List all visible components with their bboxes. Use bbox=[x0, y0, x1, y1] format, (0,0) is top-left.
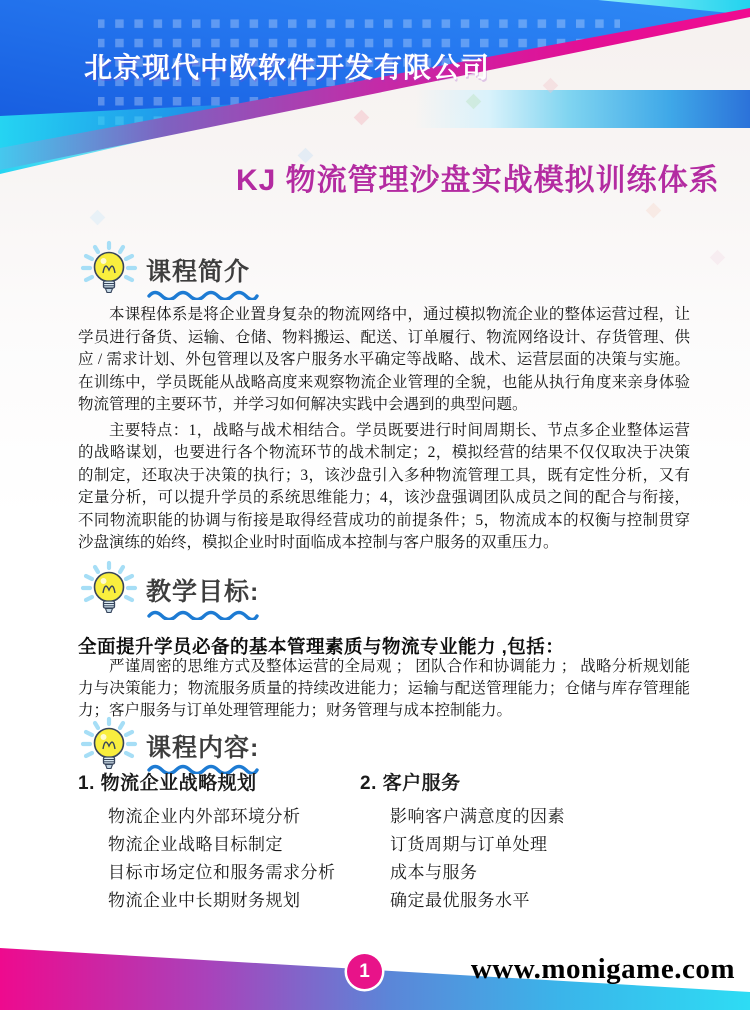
intro-paragraph-1: 本课程体系是将企业置身复杂的物流网络中，通过模拟物流企业的整体运营过程，让学员进行备货、运输、仓储、物料搬运、配送、订单履行、物流网络设计、存货管理、供应 / 需求计划、外包管理以及客户服务水平确定等战略、战术、运营层面的决策与实施。在训练中，学员既能从战略高度来观察物流企业管理的全貌，也能从执行角度来亲身体验物流管理的主要环节，并学习如何解决实践中会遇到的典型问题。 bbox=[78, 306, 690, 413]
confetti-square bbox=[90, 210, 106, 226]
list-item: 目标市场定位和服务需求分析 bbox=[108, 863, 336, 882]
confetti-square bbox=[710, 250, 726, 266]
list-item: 物流企业内外部环境分析 bbox=[108, 807, 301, 826]
section-heading-goals: 教学目标: bbox=[146, 578, 260, 606]
page-number-badge: 1 bbox=[347, 954, 382, 989]
list-item: 订货周期与订单处理 bbox=[390, 835, 548, 854]
lightbulb-icon bbox=[80, 240, 138, 304]
list-items bbox=[78, 803, 368, 915]
section-heading-content: 课程内容: bbox=[146, 734, 260, 762]
goals-lead-line: 全面提升学员必备的基本管理素质与物流专业能力 ,包括： bbox=[78, 636, 565, 657]
page-title: KJ 物流管理沙盘实战模拟训练体系 bbox=[236, 164, 720, 197]
list-item: 物流企业中长期财务规划 bbox=[108, 891, 301, 910]
intro-paragraph-2: 主要特点：1，战略与战术相结合。学员既要进行时间周期长、节点多企业整体运营的战略谋划，也要进行各个物流环节的战术制定；2，模拟经营的结果不仅仅取决于决策的制定，还取决于决策的执行；3，该沙盘引入多种物流管理工具，既有定性分析，又有定量分析，可以提升学员的系统思维能力；4，该沙盘强调团队成员之间的配合与衔接，不同物流职能的协调与衔接是取得经营成功的前提条件；5，物流成本的权衡与控制贯穿沙盘演练的始终，模拟企业时时面临成本控制与客户服务的双重压力。 bbox=[78, 421, 690, 551]
section-heading-intro: 课程简介 bbox=[146, 258, 251, 286]
wave-underline bbox=[146, 608, 260, 620]
list-item: 物流企业战略目标制定 bbox=[108, 835, 283, 854]
confetti-square bbox=[646, 203, 662, 219]
list-item: 确定最优服务水平 bbox=[390, 891, 530, 910]
company-name: 北京现代中欧软件开发有限公司 bbox=[84, 52, 491, 83]
intro-paragraphs bbox=[78, 304, 690, 558]
horizontal-gradient-bar bbox=[415, 90, 750, 128]
goals-paragraph: 严谨周密的思维方式及整体运营的全局观 ； 团队合作和协调能力 ； 战略分析规划能力与决策能力；物流服务质量的持续改进能力；运输与配送管理能力；仓储与库存管理能力；客户服务与订单处理管理能力；财务管理与成本控制能力。 bbox=[78, 658, 690, 719]
content-column-1 bbox=[78, 768, 368, 915]
website-url: www.monigame.com bbox=[470, 953, 735, 985]
list-items bbox=[360, 803, 660, 915]
list-title: 2. 客户服务 bbox=[360, 773, 461, 794]
wave-underline bbox=[146, 288, 260, 300]
lightbulb-icon bbox=[80, 560, 138, 624]
list-title: 1. 物流企业战略规划 bbox=[78, 773, 257, 794]
content-column-2 bbox=[360, 768, 660, 915]
list-item: 影响客户满意度的因素 bbox=[390, 807, 565, 826]
list-item: 成本与服务 bbox=[390, 863, 478, 882]
